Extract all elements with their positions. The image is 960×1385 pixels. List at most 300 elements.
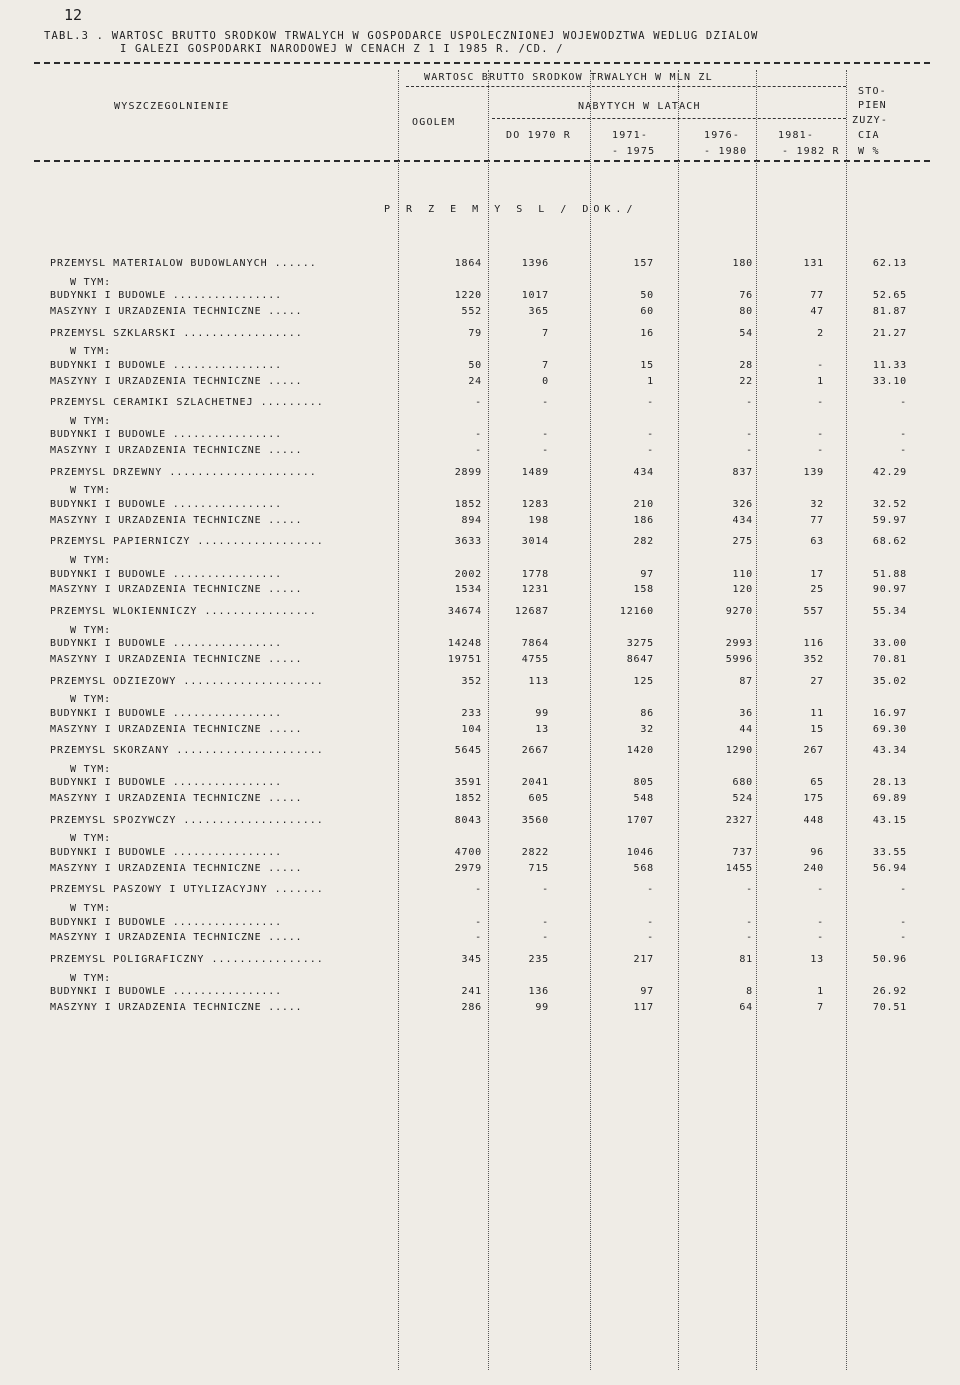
- table-row: [0, 290, 960, 304]
- row-label: MASZYNY I URZADZENIA TECHNICZNE .....: [50, 584, 303, 595]
- cell-col-6: -: [900, 429, 907, 440]
- row-label: PRZEMYSL SPOZYWCZY ....................: [50, 815, 324, 826]
- table-row: [0, 954, 960, 968]
- cell-col-2: 198: [528, 515, 549, 526]
- cell-col-2: 2041: [521, 777, 549, 788]
- row-label: MASZYNY I URZADZENIA TECHNICZNE .....: [50, 376, 303, 387]
- row-label: PRZEMYSL ODZIEZOWY ....................: [50, 676, 324, 687]
- cell-col-1: -: [475, 932, 482, 943]
- cell-col-2: 0: [542, 376, 549, 387]
- cell-col-5: 1: [817, 986, 824, 997]
- cell-col-6: 52.65: [872, 290, 907, 301]
- cell-col-5: -: [817, 445, 824, 456]
- cell-col-2: 2667: [521, 745, 549, 756]
- cell-col-1: 2002: [454, 569, 482, 580]
- cell-col-6: 33.10: [872, 376, 907, 387]
- cell-col-3: 3275: [626, 638, 654, 649]
- cell-col-6: 56.94: [872, 863, 907, 874]
- table-row: [0, 863, 960, 877]
- cell-col-1: 552: [461, 306, 482, 317]
- table-row: [0, 429, 960, 443]
- cell-col-4: -: [746, 397, 753, 408]
- cell-col-5: -: [817, 397, 824, 408]
- cell-col-1: 104: [461, 724, 482, 735]
- cell-col-3: 97: [640, 986, 654, 997]
- cell-col-4: 2993: [725, 638, 753, 649]
- cell-col-4: 434: [732, 515, 753, 526]
- cell-col-1: -: [475, 445, 482, 456]
- cell-col-4: 36: [739, 708, 753, 719]
- cell-col-1: 8043: [454, 815, 482, 826]
- table-row: [0, 745, 960, 759]
- cell-col-2: -: [542, 917, 549, 928]
- cell-col-1: 286: [461, 1002, 482, 1013]
- cell-col-3: -: [647, 884, 654, 895]
- cell-col-1: 4700: [454, 847, 482, 858]
- cell-col-1: 19751: [447, 654, 482, 665]
- row-label: W TYM:: [70, 764, 111, 775]
- cell-col-5: -: [817, 932, 824, 943]
- cell-col-4: -: [746, 429, 753, 440]
- cell-col-6: -: [900, 932, 907, 943]
- cell-col-6: 32.52: [872, 499, 907, 510]
- row-label: MASZYNY I URZADZENIA TECHNICZNE .....: [50, 306, 303, 317]
- cell-col-1: 1852: [454, 793, 482, 804]
- cell-col-5: 557: [803, 606, 824, 617]
- row-label: MASZYNY I URZADZENIA TECHNICZNE .....: [50, 445, 303, 456]
- cell-col-2: 3014: [521, 536, 549, 547]
- cell-col-4: 28: [739, 360, 753, 371]
- cell-col-4: -: [746, 932, 753, 943]
- cell-col-1: 345: [461, 954, 482, 965]
- row-label: BUDYNKI I BUDOWLE ................: [50, 777, 282, 788]
- table-row: [0, 499, 960, 513]
- row-label: PRZEMYSL POLIGRAFICZNY ................: [50, 954, 324, 965]
- cell-col-4: 44: [739, 724, 753, 735]
- table-row: [0, 258, 960, 272]
- row-label: W TYM:: [70, 485, 111, 496]
- table-row: [0, 654, 960, 668]
- header-total-label: OGOLEM: [412, 117, 456, 128]
- cell-col-2: 7: [542, 360, 549, 371]
- cell-col-2: 4755: [521, 654, 549, 665]
- table-row: [0, 973, 960, 987]
- cell-col-6: 69.30: [872, 724, 907, 735]
- row-label: BUDYNKI I BUDOWLE ................: [50, 429, 282, 440]
- table-title-line-2: I GALEZI GOSPODARKI NARODOWEJ W CENACH Z 1 I 1985 R. /CD. /: [120, 43, 564, 55]
- cell-col-6: 55.34: [872, 606, 907, 617]
- cell-col-2: -: [542, 397, 549, 408]
- cell-col-1: 3633: [454, 536, 482, 547]
- header-period-3-bottom: - 1980: [704, 146, 748, 157]
- table-row: [0, 485, 960, 499]
- row-label: BUDYNKI I BUDOWLE ................: [50, 847, 282, 858]
- cell-col-6: 28.13: [872, 777, 907, 788]
- cell-col-5: 15: [810, 724, 824, 735]
- table-row: [0, 638, 960, 652]
- header-acquired-label: NABYTYCH W LATACH: [578, 101, 701, 112]
- cell-col-5: 27: [810, 676, 824, 687]
- row-label: BUDYNKI I BUDOWLE ................: [50, 638, 282, 649]
- row-label: MASZYNY I URZADZENIA TECHNICZNE .....: [50, 932, 303, 943]
- cell-col-5: 77: [810, 290, 824, 301]
- table-row: [0, 903, 960, 917]
- cell-col-3: -: [647, 429, 654, 440]
- cell-col-5: 63: [810, 536, 824, 547]
- cell-col-3: -: [647, 917, 654, 928]
- cell-col-3: 1420: [626, 745, 654, 756]
- cell-col-6: 90.97: [872, 584, 907, 595]
- row-label: W TYM:: [70, 555, 111, 566]
- row-label: W TYM:: [70, 346, 111, 357]
- cell-col-3: 8647: [626, 654, 654, 665]
- cell-col-4: 22: [739, 376, 753, 387]
- header-period-4-top: 1981-: [778, 130, 815, 141]
- header-period-1: DO 1970 R: [506, 130, 571, 141]
- cell-col-2: 605: [528, 793, 549, 804]
- row-label: W TYM:: [70, 625, 111, 636]
- cell-col-2: -: [542, 932, 549, 943]
- cell-col-6: 51.88: [872, 569, 907, 580]
- row-label: W TYM:: [70, 416, 111, 427]
- cell-col-3: 434: [633, 467, 654, 478]
- cell-col-4: -: [746, 917, 753, 928]
- cell-col-1: 50: [468, 360, 482, 371]
- cell-col-6: -: [900, 917, 907, 928]
- cell-col-1: 1534: [454, 584, 482, 595]
- row-label: W TYM:: [70, 833, 111, 844]
- cell-col-3: 1: [647, 376, 654, 387]
- header-wear-1: STO-: [858, 86, 887, 97]
- cell-col-6: 50.96: [872, 954, 907, 965]
- cell-col-5: 25: [810, 584, 824, 595]
- cell-col-3: -: [647, 932, 654, 943]
- cell-col-2: 99: [535, 708, 549, 719]
- cell-col-1: 241: [461, 986, 482, 997]
- cell-col-4: 2327: [725, 815, 753, 826]
- cell-col-4: 64: [739, 1002, 753, 1013]
- table-row: [0, 467, 960, 481]
- cell-col-3: 86: [640, 708, 654, 719]
- header-rule-1: [406, 86, 846, 87]
- cell-col-3: 568: [633, 863, 654, 874]
- row-label: PRZEMYSL SKORZANY .....................: [50, 745, 324, 756]
- row-label: PRZEMYSL WLOKIENNICZY ................: [50, 606, 317, 617]
- table-row: [0, 360, 960, 374]
- row-label: PRZEMYSL PASZOWY I UTYLIZACYJNY .......: [50, 884, 324, 895]
- cell-col-3: 210: [633, 499, 654, 510]
- cell-col-4: 524: [732, 793, 753, 804]
- row-label: PRZEMYSL DRZEWNY .....................: [50, 467, 317, 478]
- cell-col-2: -: [542, 445, 549, 456]
- row-label: PRZEMYSL MATERIALOW BUDOWLANYCH ......: [50, 258, 317, 269]
- header-wear-2: PIEN: [858, 100, 887, 111]
- cell-col-6: 11.33: [872, 360, 907, 371]
- row-label: W TYM:: [70, 903, 111, 914]
- cell-col-2: 1396: [521, 258, 549, 269]
- table-row: [0, 694, 960, 708]
- row-label: BUDYNKI I BUDOWLE ................: [50, 499, 282, 510]
- table-row: [0, 986, 960, 1000]
- cell-col-4: 9270: [725, 606, 753, 617]
- cell-col-6: 21.27: [872, 328, 907, 339]
- cell-col-6: 35.02: [872, 676, 907, 687]
- table-row: [0, 847, 960, 861]
- cell-col-4: 120: [732, 584, 753, 595]
- cell-col-5: 131: [803, 258, 824, 269]
- cell-col-1: -: [475, 917, 482, 928]
- table-row: [0, 376, 960, 390]
- cell-col-5: -: [817, 360, 824, 371]
- cell-col-5: 448: [803, 815, 824, 826]
- cell-col-6: -: [900, 445, 907, 456]
- cell-col-5: 32: [810, 499, 824, 510]
- cell-col-6: 62.13: [872, 258, 907, 269]
- cell-col-3: 117: [633, 1002, 654, 1013]
- cell-col-4: 180: [732, 258, 753, 269]
- cell-col-1: 233: [461, 708, 482, 719]
- row-label: MASZYNY I URZADZENIA TECHNICZNE .....: [50, 793, 303, 804]
- header-bottom-rule: [34, 160, 930, 162]
- cell-col-2: 12687: [514, 606, 549, 617]
- cell-col-5: 116: [803, 638, 824, 649]
- cell-col-2: 715: [528, 863, 549, 874]
- cell-col-6: 43.34: [872, 745, 907, 756]
- cell-col-2: 3560: [521, 815, 549, 826]
- cell-col-3: 15: [640, 360, 654, 371]
- header-period-4-bottom: - 1982 R: [782, 146, 840, 157]
- cell-col-3: 217: [633, 954, 654, 965]
- cell-col-4: -: [746, 884, 753, 895]
- cell-col-4: 326: [732, 499, 753, 510]
- cell-col-6: 59.97: [872, 515, 907, 526]
- cell-col-1: 3591: [454, 777, 482, 788]
- cell-col-3: 60: [640, 306, 654, 317]
- cell-col-1: 79: [468, 328, 482, 339]
- cell-col-1: 14248: [447, 638, 482, 649]
- cell-col-2: 235: [528, 954, 549, 965]
- cell-col-5: 267: [803, 745, 824, 756]
- row-label: BUDYNKI I BUDOWLE ................: [50, 917, 282, 928]
- cell-col-4: 87: [739, 676, 753, 687]
- cell-col-1: 1864: [454, 258, 482, 269]
- table-row: [0, 793, 960, 807]
- table-row: [0, 328, 960, 342]
- cell-col-2: -: [542, 429, 549, 440]
- cell-col-2: 113: [528, 676, 549, 687]
- table-row: [0, 833, 960, 847]
- cell-col-1: 5645: [454, 745, 482, 756]
- table-row: [0, 884, 960, 898]
- cell-col-5: 352: [803, 654, 824, 665]
- row-label: BUDYNKI I BUDOWLE ................: [50, 360, 282, 371]
- cell-col-1: 34674: [447, 606, 482, 617]
- cell-col-3: -: [647, 397, 654, 408]
- cell-col-3: 548: [633, 793, 654, 804]
- header-stub-label: WYSZCZEGOLNIENIE: [114, 101, 230, 112]
- cell-col-5: 65: [810, 777, 824, 788]
- row-label: BUDYNKI I BUDOWLE ................: [50, 708, 282, 719]
- cell-col-3: 12160: [619, 606, 654, 617]
- row-label: BUDYNKI I BUDOWLE ................: [50, 569, 282, 580]
- cell-col-1: 1220: [454, 290, 482, 301]
- cell-col-4: 76: [739, 290, 753, 301]
- cell-col-2: 13: [535, 724, 549, 735]
- header-period-2-bottom: - 1975: [612, 146, 656, 157]
- table-row: [0, 724, 960, 738]
- table-row: [0, 1002, 960, 1016]
- cell-col-5: 139: [803, 467, 824, 478]
- cell-col-6: -: [900, 884, 907, 895]
- table-row: [0, 815, 960, 829]
- cell-col-5: 47: [810, 306, 824, 317]
- row-label: MASZYNY I URZADZENIA TECHNICZNE .....: [50, 515, 303, 526]
- row-label: W TYM:: [70, 694, 111, 705]
- section-title: P R Z E M Y S L / DOK./: [384, 204, 638, 215]
- cell-col-2: 136: [528, 986, 549, 997]
- cell-col-2: 99: [535, 1002, 549, 1013]
- table-row: [0, 515, 960, 529]
- cell-col-5: 17: [810, 569, 824, 580]
- table-row: [0, 416, 960, 430]
- row-label: PRZEMYSL CERAMIKI SZLACHETNEJ .........: [50, 397, 324, 408]
- cell-col-6: 43.15: [872, 815, 907, 826]
- cell-col-2: 1017: [521, 290, 549, 301]
- cell-col-6: 81.87: [872, 306, 907, 317]
- cell-col-6: 69.89: [872, 793, 907, 804]
- cell-col-6: 70.81: [872, 654, 907, 665]
- cell-col-3: 158: [633, 584, 654, 595]
- table-row: [0, 445, 960, 459]
- cell-col-3: 186: [633, 515, 654, 526]
- header-period-3-top: 1976-: [704, 130, 741, 141]
- table-row: [0, 306, 960, 320]
- cell-col-3: -: [647, 445, 654, 456]
- cell-col-2: 1778: [521, 569, 549, 580]
- cell-col-1: 2979: [454, 863, 482, 874]
- cell-col-4: -: [746, 445, 753, 456]
- header-wear-5: W %: [858, 146, 880, 157]
- cell-col-5: 2: [817, 328, 824, 339]
- page-number: 12: [64, 6, 83, 24]
- table-title-line-1: TABL.3 . WARTOSC BRUTTO SRODKOW TRWALYCH W GOSPODARCE USPOLECZNIONEJ WOJEWODZTWA WEDLUG DZIALOW: [44, 30, 759, 42]
- cell-col-5: -: [817, 429, 824, 440]
- header-period-2-top: 1971-: [612, 130, 649, 141]
- cell-col-5: -: [817, 917, 824, 928]
- cell-col-4: 8: [746, 986, 753, 997]
- cell-col-1: 1852: [454, 499, 482, 510]
- table-row: [0, 917, 960, 931]
- table-row: [0, 536, 960, 550]
- table-row: [0, 606, 960, 620]
- cell-col-2: 365: [528, 306, 549, 317]
- cell-col-3: 282: [633, 536, 654, 547]
- row-label: MASZYNY I URZADZENIA TECHNICZNE .....: [50, 863, 303, 874]
- cell-col-4: 837: [732, 467, 753, 478]
- cell-col-3: 125: [633, 676, 654, 687]
- cell-col-6: 26.92: [872, 986, 907, 997]
- row-label: PRZEMYSL SZKLARSKI .................: [50, 328, 303, 339]
- cell-col-1: -: [475, 429, 482, 440]
- cell-col-5: 175: [803, 793, 824, 804]
- row-label: W TYM:: [70, 277, 111, 288]
- cell-col-2: 2822: [521, 847, 549, 858]
- cell-col-6: -: [900, 397, 907, 408]
- cell-col-5: 1: [817, 376, 824, 387]
- row-label: BUDYNKI I BUDOWLE ................: [50, 986, 282, 997]
- cell-col-1: 24: [468, 376, 482, 387]
- cell-col-2: 7864: [521, 638, 549, 649]
- row-label: MASZYNY I URZADZENIA TECHNICZNE .....: [50, 1002, 303, 1013]
- cell-col-5: 7: [817, 1002, 824, 1013]
- cell-col-3: 32: [640, 724, 654, 735]
- cell-col-2: 1283: [521, 499, 549, 510]
- cell-col-2: -: [542, 884, 549, 895]
- table-row: [0, 569, 960, 583]
- cell-col-4: 54: [739, 328, 753, 339]
- table-row: [0, 676, 960, 690]
- row-label: BUDYNKI I BUDOWLE ................: [50, 290, 282, 301]
- row-label: MASZYNY I URZADZENIA TECHNICZNE .....: [50, 654, 303, 665]
- cell-col-5: -: [817, 884, 824, 895]
- cell-col-4: 110: [732, 569, 753, 580]
- header-group-label: WARTOSC BRUTTO SRODKOW TRWALYCH W MLN ZL: [424, 72, 713, 83]
- cell-col-4: 80: [739, 306, 753, 317]
- cell-col-3: 805: [633, 777, 654, 788]
- row-label: MASZYNY I URZADZENIA TECHNICZNE .....: [50, 724, 303, 735]
- cell-col-3: 1046: [626, 847, 654, 858]
- cell-col-1: -: [475, 397, 482, 408]
- cell-col-3: 50: [640, 290, 654, 301]
- cell-col-2: 1231: [521, 584, 549, 595]
- cell-col-6: 42.29: [872, 467, 907, 478]
- cell-col-1: -: [475, 884, 482, 895]
- cell-col-3: 16: [640, 328, 654, 339]
- table-row: [0, 625, 960, 639]
- table-row: [0, 708, 960, 722]
- cell-col-5: 96: [810, 847, 824, 858]
- table-row: [0, 277, 960, 291]
- cell-col-2: 1489: [521, 467, 549, 478]
- table-row: [0, 764, 960, 778]
- cell-col-1: 894: [461, 515, 482, 526]
- cell-col-2: 7: [542, 328, 549, 339]
- cell-col-6: 33.55: [872, 847, 907, 858]
- table-row: [0, 932, 960, 946]
- cell-col-1: 352: [461, 676, 482, 687]
- cell-col-5: 77: [810, 515, 824, 526]
- cell-col-4: 737: [732, 847, 753, 858]
- header-wear-3: ZUZY-: [852, 115, 889, 126]
- cell-col-1: 2899: [454, 467, 482, 478]
- cell-col-4: 1455: [725, 863, 753, 874]
- cell-col-6: 68.62: [872, 536, 907, 547]
- cell-col-4: 1290: [725, 745, 753, 756]
- cell-col-4: 680: [732, 777, 753, 788]
- cell-col-5: 11: [810, 708, 824, 719]
- row-label: W TYM:: [70, 973, 111, 984]
- cell-col-4: 81: [739, 954, 753, 965]
- cell-col-6: 70.51: [872, 1002, 907, 1013]
- cell-col-6: 33.00: [872, 638, 907, 649]
- table-row: [0, 777, 960, 791]
- cell-col-5: 13: [810, 954, 824, 965]
- row-label: PRZEMYSL PAPIERNICZY ..................: [50, 536, 324, 547]
- cell-col-4: 275: [732, 536, 753, 547]
- header-wear-4: CIA: [858, 130, 880, 141]
- cell-col-6: 16.97: [872, 708, 907, 719]
- table-row: [0, 346, 960, 360]
